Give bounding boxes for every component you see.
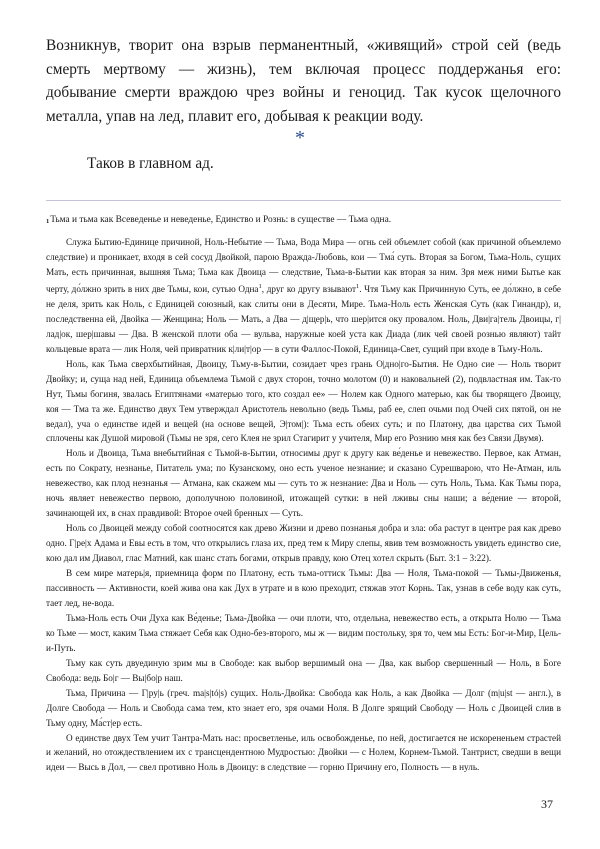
intro-paragraph: Возникнув, творит она взрыв перманентный, «живящий» строй сей (ведь смерть мертвому — жизнь), тем включая процесс поддержанья его: добывание смерти враждою чрез войны и геноцид. Так кусок щелочного металла, упав на лед, плавит его, добывая к реакции воду. [46,37,561,125]
footnote-ref: 1 [258,282,262,290]
footnote-first-line-text: Тьма и тьма как Всеведенье и неведенье, Единство и Рознь: в существе — Тьма одна. [50,215,392,225]
footnote-paragraph: Тьма, Причина — Г|ру|ь (греч. ma|s|tó|s) сущих. Ноль-Двойка: Свобода как Ноль, а как Двойка — Долг (m|u|st — англ.), в Долге Свобода — Ноль и Свобода сама тем, кто знает его, зря очами Ноля. В Долге зрящий Свободу — Ноль с Двоицей слив в Тьму одну, Ма́ст|ер есть. [46,687,561,728]
closing-line: Таков в главном ад. [87,155,214,172]
footnote-divider [46,200,561,201]
footnote-marker: 1 [46,218,50,225]
footnote-block [46,214,561,775]
footnote-paragraph: Ноль со Двоицей между собой соотносятся как древо Жизни и древо познанья добра и зла: оба растут в центре рая как древо одно. Г|ре|х Адама и Евы есть в том, что открылись глаза их, пред тем к Миру слепы, явив тем возможность увидеть единство сие, кою дал им Диавол, глас Матний, как шанс стать богами, открыв правду, кою Отец хотел скрыть (Быт. 3:1 – 3:22). [46,523,561,564]
footnote-paragraph: Тьму как суть двуединую зрим мы в Свободе: как выбор вершимый она — Два, как выбор свершенный — Ноль, в Боге Свобода: ведь Бо|г — Вы|бо|р наш. [46,657,561,683]
footnote-paragraph: Ноль, как Тьма сверхбытийная, Двоицу, Тьму-в-Бытии, созидает чрез грань О|дно|го-Бытия. Не Одно сие — Ноль творит Двойку; и, суща над ней, Единица объемлема Тьмой с двух сторон, точно молотом (0) и наковальней (2), подвластная им. Так-то Нут, Тьмы богиня, звалась Египтянами «матерью того, кто создал ее» — Нолем как Одного матерью, как бы творящего Двоицу, коя — Тма та же. Единство двух Тем утверждал Аристотель невольно (ведь Тьмы, раб ее, слеп очьми под Очей сих пятой, он не ведал), уча о единстве идей и вещей (на основе вещей, Э|том|): Тьма есть обеих суть; и по Платону, два царства сих Тьмой сплочены как Душой мировой (Тьмы не зря, сего Клея не зрил Стагирит у учителя, Мир его Рознию мня как без Связи Двумя). [46,358,561,444]
section-separator-asterisk: * [295,127,305,149]
footnote-paragraph: Служа Бытию-Единице причиной, Ноль-Небытие — Тьма, Вода Мира — огнь сей объемлет собой (как причиной объемлемо следствие) и проникает, входя в сей сосуд Двойкой, парою Вражда-Любовь, кои — Тма́ суть. Вторая за Богом, Тьма-Ноль, сущих Мать, есть причинная, вышняя Тьма; Тьма как Двоица — следствие, Тьма-в-Бытии как вторая за ним. Зря меж ними Бытье как черту, до́лжно зрить в них две Тьмы, кои, сутью Одна$^1$, друг ко другу взывают$^1$. Чтя Тьму как Причинную Суть, ее до́лжно, в себе не деля, зрить как Ноль, с Единицей союзный, как слиты они в Десяти, Мире. Тьма-Ноль есть Женская Суть (как Гинандр), и, последственна ей, Двойка — Женщина; Ноль — Мать, а Два — д|щер|ь, что шер|ится оку провалом. Ноль, Дви|га|тель Двоицы, г|лад|ок, шер|шавы — Два. В женской плоти оба — вульва, наружные коей уста как Диада (лик чей своей рознью являют) тайт кольцевые врата — лик Ноля, чей привратник к|ли|т|ор — в сути Фаллос-Покой, Единица-Свет, сущий при входе в Тьму-Ноль. [46,237,561,354]
footnote-paragraph: Тьма-Ноль есть Очи Духа как Ве́денье; Тьма-Двойка — очи плоти, что, отдельна, невежество есть, а открыта Нолю — Тьма ко Тьме — мост, каким Тьма стяжает Себя как Одно-без-второго, мы ж — видим постольку, зря то, чем мы Есть: Бог-и-Мир, Цель-и-Путь. [46,612,561,653]
footnote-first-line [46,214,561,227]
footnote-paragraph: Ноль и Двоица, Тьма внебытийная с Тьмой-в-Бытии, относимы друг к другу как ве́денье и невежество. Первое, как Атман, есть по Сократу, незнанье, Питатель ума; по Кузанскому, оно есть ученое незнание; и сказано Сурешварою, что Не-Атман, иль невежество, как плод незнанья — Атмана, как скажем мы — суть то ж незнание: Два и Ноль — суть Ноль, Тьма. Как Тьмы пора, ночь являет невежество первою, дополучною половиной, итожащей сутки: в ней лживы сны наши; а ве́дение — второй, зачинающей их, в снах правдивой: Второе очей бренных — Суть. [46,448,561,519]
footnote-ref: 1 [355,282,360,290]
page-number: 37 [541,797,553,811]
footnote-paragraph: В сем мире матерь|я, приемница форм по Платону, есть тьма-оттиск Тьмы: Два — Ноля, Тьма-покой — Тьмы-Движенья, пассивность — Активности, коей жива она как Дух в утрате и в кою преходит, стяжав этот Корнь. Так, узнав в себе воду как суть, тает лед, не-вода. [46,568,561,608]
footnote-paragraph: О единстве двух Тем учит Тантра-Мать нас: просветленье, иль освобожденье, по ней, достигается не искорененьем страстей и желаний, но отождествлением их с трансцендентною Мудростью: Двойки — с Нолем, Корнем-Тьмой. Тантрист, сведши в вещи идеи — Высь в Дол, — свел противно Ноль в Двоицу: в следствие — горню Причину его, Полность — в нуль. [46,732,561,773]
